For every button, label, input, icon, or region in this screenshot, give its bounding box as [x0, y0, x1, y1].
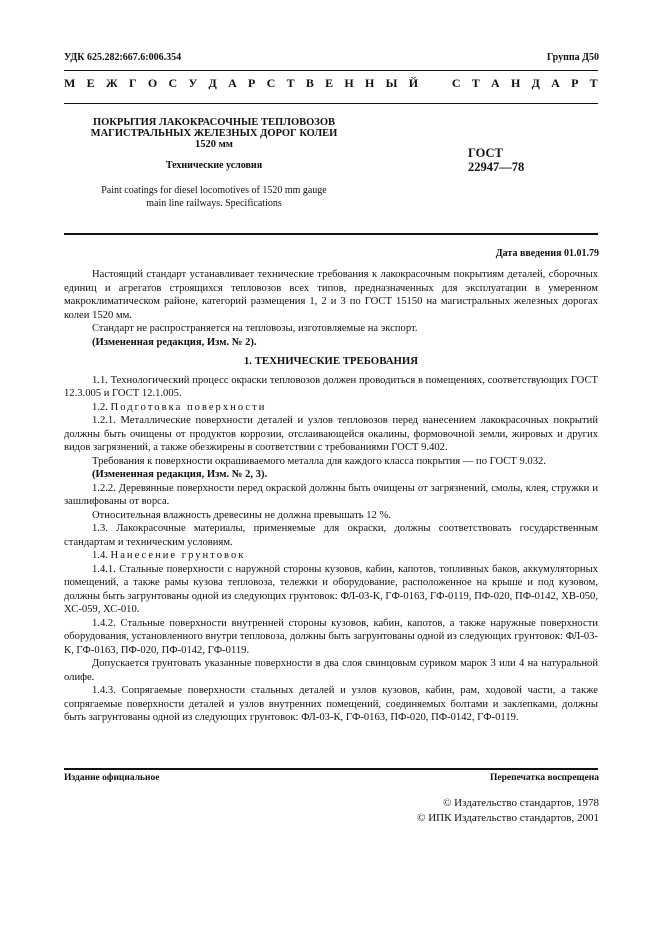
official-edition: Издание официальное [64, 773, 160, 783]
heading-letter: М [64, 76, 76, 90]
heading-letter: А [228, 76, 237, 90]
introduction-date: Дата введения 01.01.79 [495, 248, 599, 259]
export-paragraph: Стандарт не распространяется на тепловозы, изготовляемые на экспорт. [92, 323, 418, 334]
heading-letter: С [266, 76, 276, 90]
heading-letter: Е [325, 76, 334, 90]
heading-letter: Р [248, 76, 256, 90]
heading-letter: Т [286, 76, 295, 90]
clause-number: 1.2. [92, 401, 108, 413]
revision-note: (Измененная редакция, Изм. № 2, 3). [92, 469, 268, 480]
paragraph-1-1: 1.1. Технологический процесс окраски тепловозов должен проводиться в помещениях, соответствующих ГОСТ 12.3.005 и ГОСТ 12.1.005. [64, 374, 598, 399]
gost-designation [468, 146, 524, 174]
clause-title: Нанесение грунтовок [110, 550, 246, 561]
copyright-block [417, 796, 599, 826]
heading-letter: Д [208, 76, 217, 90]
title-line: ПОКРЫТИЯ ЛАКОКРАСОЧНЫЕ ТЕПЛОВОЗОВ [92, 117, 336, 128]
paragraph-1-2-1: 1.2.1. Металлические поверхности деталей и узлов тепловозов перед нанесением лакокрасочных покрытий должны быть очищены от продуктов коррозии, отслаивающейся окалины, формовочной земли, жировых и других видов загрязнений, а также обезжирены в соответствии с требованиями ГОСТ 9.402. [64, 415, 598, 453]
lead-paragraph: Допускается грунтовать указанные поверхности в два слоя свинцовым суриком марок 3 или 4 на натуральной олифе. [64, 658, 598, 683]
paragraph-1-4-3: 1.4.3. Сопрягаемые поверхности стальных деталей и узлов кузовов, кабин, рам, ходовой части, а также сопрягаемые поверхности деталей и узлов внутренних помещений, соединяемых болтами и заклепками, должны быть загрунтованы одной из следующих грунтовок: ФЛ-03-К, ГФ-0163, ПФ-020, ПФ-0142, ГФ-0119. [64, 685, 598, 723]
heading-rule [64, 103, 598, 104]
document-title [64, 117, 364, 150]
clause-number: 1.4. [92, 550, 108, 561]
heading-letter: О [147, 76, 158, 90]
group-code: Группа Д50 [546, 52, 599, 63]
heading-letter: Р [571, 76, 579, 90]
clause-title: Подготовка поверхности [110, 401, 267, 413]
document-body [64, 268, 598, 725]
title-line: 1520 мм [195, 139, 233, 150]
heading-letter: Г [129, 76, 137, 90]
paragraph-1-2-2: 1.2.2. Деревянные поверхности перед окраской должны быть очищены от загрязнений, смолы, клея, стружки и зашлифованы от ворса. [64, 482, 598, 507]
title-line: МАГИСТРАЛЬНЫХ ЖЕЛЕЗНЫХ ДОРОГ КОЛЕИ [90, 128, 338, 139]
heading-letter: Й [408, 76, 419, 90]
heading-letter: В [305, 76, 314, 90]
heading-letter: У [188, 76, 198, 90]
gost-number: 22947—78 [468, 160, 525, 174]
reprint-notice: Перепечатка воспрещена [489, 773, 599, 783]
revision-note: (Измененная редакция, Изм. № 2). [92, 336, 257, 348]
section-heading: 1. ТЕХНИЧЕСКИЕ ТРЕБОВАНИЯ [243, 355, 419, 367]
heading-letter: С [168, 76, 178, 90]
heading-letter: Т [589, 76, 598, 90]
paragraph-1-4-1: 1.4.1. Стальные поверхности с наружной стороны кузовов, кабин, капотов, топливных баков, аккумуляторных помещений, а также рамы кузова тепловоза, тележки и оборудование, расположенное на крыше и под кузовом, должны быть загрунтованы одной из следующих грунтовок: ФЛ-03-К, ГФ-0163, ГФ-0119, ПФ-020, ПФ-0142, ХВ-050, ХС-059, ХС-010. [64, 563, 598, 615]
heading-letter: Ж [105, 76, 118, 90]
requirements-paragraph: Требования к поверхности окрашиваемого металла для каждого класса покрытия — по ГОСТ 9.032. [92, 455, 546, 467]
heading-letter: Ы [385, 76, 398, 90]
heading-letter: А [491, 76, 500, 90]
paragraph-1-2 [64, 401, 598, 415]
paragraph-1-4-2: 1.4.2. Стальные поверхности внутренней стороны кузовов, кабин, капотов, а также наружные поверхности оборудования, установленного внутри тепловоза, должны быть загрунтованы одной из следующих грунтовок: ФЛ-03-К, ГФ-0163, ПФ-020, ПФ-0142, ГФ-0119. [64, 617, 598, 656]
title-block-rule [64, 233, 598, 235]
paragraph-1-3: 1.3. Лакокрасочные материалы, применяемые для окраски, должны соответствовать государственным стандартам и техническим условиям. [64, 523, 598, 548]
gost-label: ГОСТ [468, 146, 503, 160]
heading-letter: Е [86, 76, 95, 90]
heading-letter: Д [531, 76, 540, 90]
document-subtitle: Технические условия [165, 160, 263, 171]
heading-letter: Н [510, 76, 521, 90]
copyright-line: © Издательство стандартов, 1978 [443, 797, 599, 809]
paragraph-1-4 [64, 549, 598, 563]
english-title-line: main line railways. Specifications [146, 198, 282, 209]
footer-rule [64, 768, 598, 770]
heading-letter: Т [471, 76, 480, 90]
copyright-line: © ИПК Издательство стандартов, 2001 [417, 812, 599, 824]
heading-letter: Н [344, 76, 354, 90]
intro-paragraph: Настоящий стандарт устанавливает технические требования к лакокрасочным покрытиям деталей, сборочных единиц и агрегатов строящихся тепловозов всех типов, предназначенных для эксплуатации в умеренном макроклиматическом районе, категорий размещения 1, 2 и 3 по ГОСТ 15150 на магистральных железных дорогах колеи 1520 мм. [64, 269, 598, 321]
english-title-line: Paint coatings for diesel locomotives of 1520 mm gauge [101, 185, 327, 196]
heading-letter: А [551, 76, 560, 90]
humidity-paragraph: Относительная влажность древесины не должна превышать 12 %. [92, 509, 391, 521]
english-title [64, 184, 364, 210]
top-rule [64, 70, 598, 71]
udc-code: УДК 625.282:667.6:006.354 [64, 52, 182, 63]
interstate-standard-heading [64, 76, 598, 91]
heading-letter: С [451, 76, 461, 90]
heading-letter: Н [365, 76, 375, 90]
